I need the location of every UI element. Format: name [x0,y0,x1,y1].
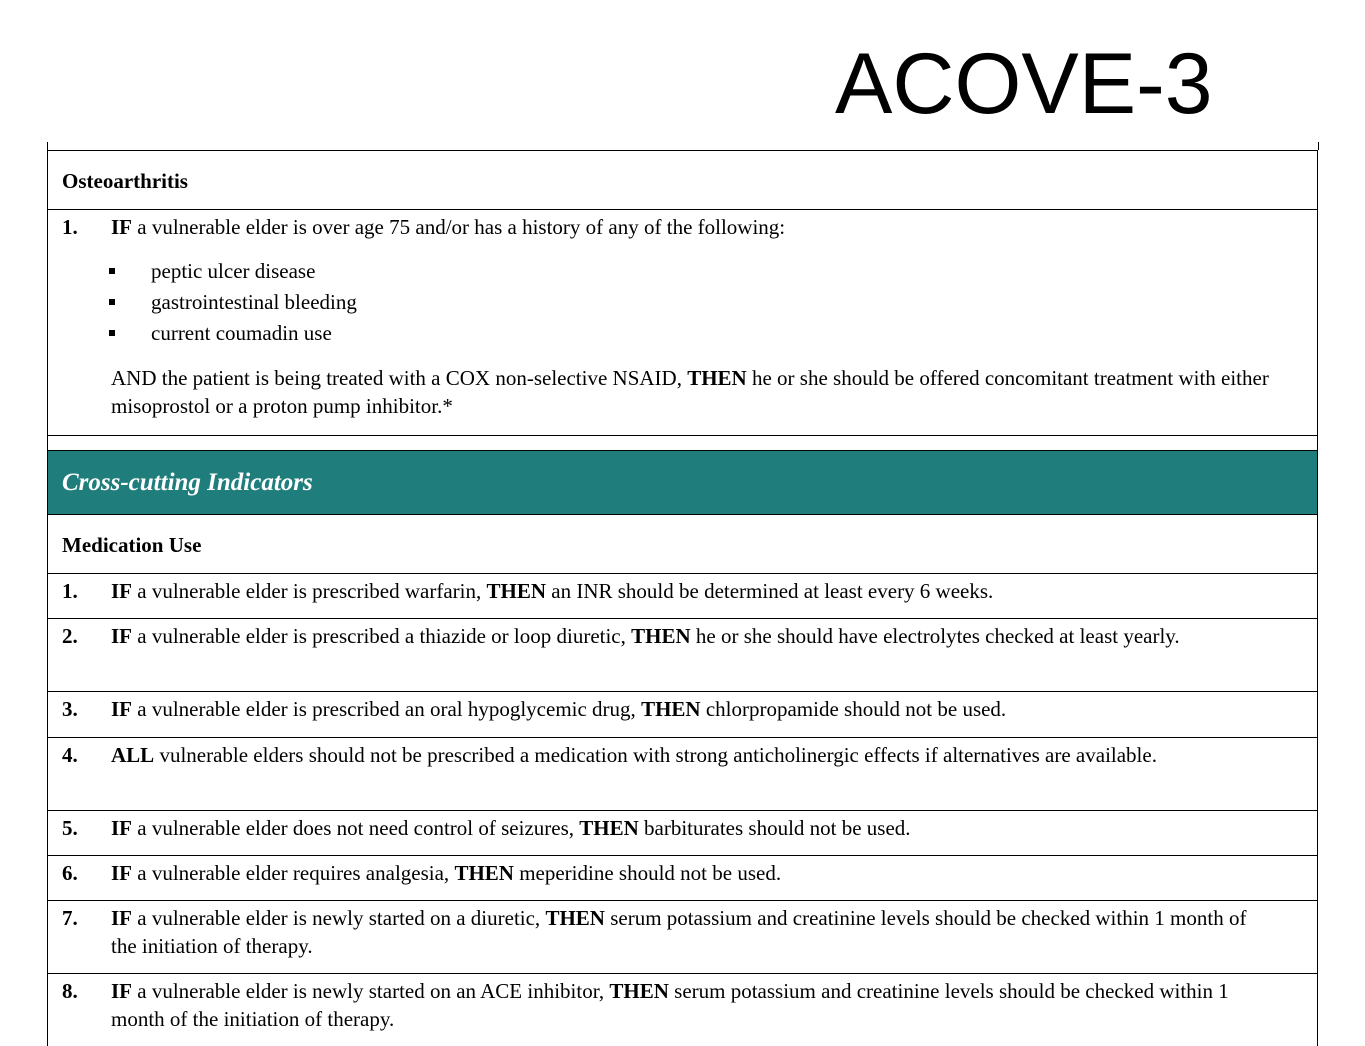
item-text: vulnerable elders should not be prescribed a medication with strong anticholinergic effects if alternatives are available. [154,743,1157,767]
keyword: IF [111,624,132,648]
item-number: 1. [62,579,78,603]
keyword: THEN [641,697,701,721]
table-row [48,691,1317,737]
item-text: a vulnerable elder is newly started on an ACE inhibitor, [132,979,610,1003]
keyword: IF [111,979,132,1003]
table-row [48,618,1317,691]
item-text: a vulnerable elder is prescribed a thiazide or loop diuretic, [132,624,632,648]
bullet-square-icon [109,268,115,274]
list-item [111,256,1277,287]
table-top-edge [47,142,1319,150]
item-text: serum potassium and creatinine levels should be checked within 1 month of the initiation of therapy. [111,906,1247,958]
item-text: meperidine should not be used. [513,861,782,885]
table-row [48,855,1317,900]
keyword: IF [111,579,132,603]
keyword: IF [111,816,132,840]
list-item-text: current coumadin use [151,321,332,345]
table-row [48,737,1317,810]
item-text: barbiturates should not be used. [638,816,911,840]
list-item [111,287,1277,318]
keyword: THEN [545,906,605,930]
list-item [111,318,1277,349]
item-number: 5. [62,816,78,840]
item-number: 1. [62,215,78,239]
table-row [48,573,1317,618]
item-text: a vulnerable elder is prescribed warfarin, [132,579,487,603]
table-row [48,973,1317,1046]
item-text: a vulnerable elder is prescribed an oral hypoglycemic drug, [132,697,642,721]
item-number: 8. [62,979,78,1003]
section-gap [48,435,1317,450]
keyword-then: THEN [687,366,747,390]
item-text: an INR should be determined at least every 6 weeks. [546,579,994,603]
keyword: THEN [454,861,514,885]
bullet-square-icon [109,299,115,305]
table-row [48,810,1317,855]
keyword: THEN [631,624,691,648]
keyword: THEN [486,579,547,603]
keyword: ALL [111,743,155,767]
item-intro [111,213,1277,241]
item-text: chlorpropamide should not be used. [700,697,1007,721]
item-text: he or she should have electrolytes checked at least yearly. [690,624,1180,648]
item-text: a vulnerable elder requires analgesia, [132,861,455,885]
osteoarthritis-heading: Osteoarthritis [48,150,1317,209]
slide-title: ACOVE-3 [835,36,1213,132]
list-item-text: gastrointestinal bleeding [151,290,357,314]
osteoarthritis-item-1 [48,209,1317,435]
continuation-text-a: AND the patient is being treated with a COX non-selective NSAID, [111,366,688,390]
item-continuation [111,364,1277,420]
continuation-text-b: he or she should be offered concomitant treatment with either misoprostol or a proton pump inhibitor.* [111,366,1269,418]
table-row [48,900,1317,973]
keyword: IF [111,861,132,885]
item-number: 6. [62,861,78,885]
keyword: THEN [579,816,639,840]
keyword: IF [111,697,132,721]
item-number: 3. [62,697,78,721]
item-intro-text: a vulnerable elder is over age 75 and/or has a history of any of the following: [132,215,786,239]
item-number: 4. [62,743,78,767]
medication-use-heading: Medication Use [48,514,1317,573]
risk-factor-list [111,256,1277,349]
item-text: a vulnerable elder is newly started on a diuretic, [132,906,546,930]
keyword: IF [111,906,132,930]
item-text: a vulnerable elder does not need control of seizures, [132,816,580,840]
keyword: THEN [609,979,669,1003]
section-banner: Cross-cutting Indicators [48,450,1317,514]
list-item-text: peptic ulcer disease [151,259,316,283]
bullet-square-icon [109,330,115,336]
item-number: 7. [62,906,78,930]
keyword-if: IF [111,215,132,239]
indicators-table [47,150,1318,1046]
item-number: 2. [62,624,78,648]
item-text: serum potassium and creatinine levels should be checked within 1 month of the initiation of therapy. [111,979,1229,1031]
